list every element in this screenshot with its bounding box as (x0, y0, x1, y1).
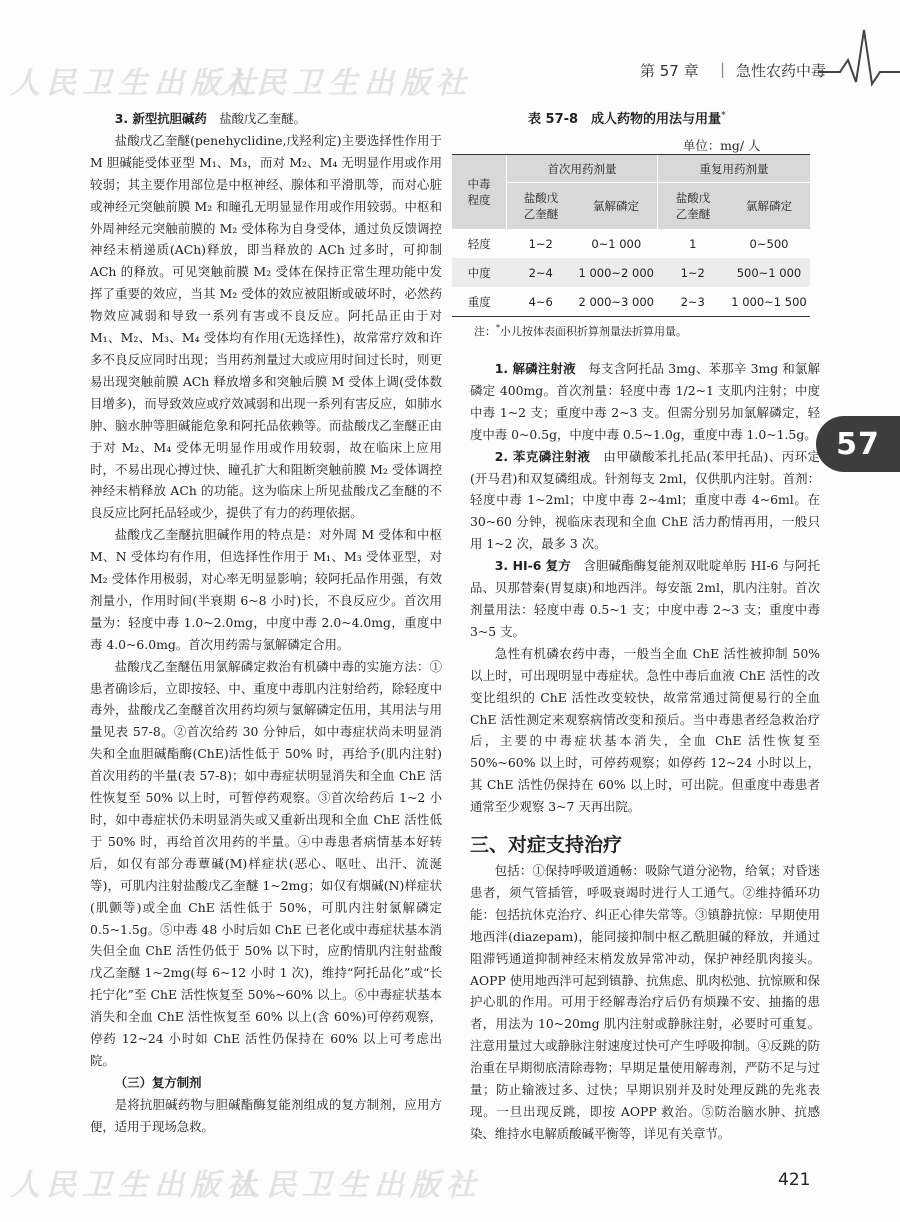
table-title: 表 57-8 成人药物的用法与用量* (528, 110, 726, 127)
subheading-number: 3. 新型抗胆碱药 (114, 111, 207, 126)
chapter-tab: 57 (816, 416, 900, 472)
table-unit: 单位：mg/ 人 (683, 138, 761, 153)
subheading-text: 盐酸戊乙奎醚。 (219, 111, 306, 126)
subheading-compound: （三）复方制剂 (114, 1074, 202, 1090)
table-row (452, 229, 810, 258)
watermark: 人民卫生出版社 (230, 1168, 482, 1203)
table-cell: 1 000~1 500 (728, 287, 810, 317)
chapter-label: 第 57 章 (640, 62, 699, 80)
paragraph: 急性有机磷农药中毒，一般当全血 ChE 活性被抑制 50% 以上时，可出现明显中毒症状。急性中毒后血液 ChE 活性的改变比组织的 ChE 活性改变较快，故常常通过简便易行的全血 ChE 活性测定来观察病情改变和预后。当中毒患者经急救治疗后，主要的中毒症状基本消失，全血 ChE 活性恢复至 50%~60% 以上时，可停药观察；如停药 12~24 小时以上，其 ChE 活性仍保持在 60% 以上时，可出院。但重度中毒患者通常至少观察 3~7 天再出院。 (470, 645, 820, 815)
heartbeat-line-icon (818, 20, 900, 90)
header-repeat-dose: 重复用药剂量 (658, 155, 811, 183)
right-column-lower (470, 860, 820, 1145)
item-title: 2. 苯克磷注射液 (494, 448, 591, 464)
table-cell: 中度 (452, 258, 507, 287)
table-cell: 2~4 (507, 258, 576, 287)
table-cell: 1 000~2 000 (575, 258, 658, 287)
section-heading: 三、对症支持治疗 (470, 834, 623, 856)
page-number: 421 (778, 1170, 811, 1190)
item-text: 由甲磺酸苯扎托品(苯甲托品)、丙环定(开马君)和双复磷组成。针剂每支 2ml，仅供肌内注射。首剂：轻度中毒 1~2ml；中度中毒 2~4ml；重度中毒 4~6ml。在 30~60 分钟，视临床表现和全血 ChE 活力酌情再用，一般只用 1~2 次，最多 3 次。 (470, 448, 820, 552)
item-text: 含胆碱酯酶复能剂双吡啶单肟 HI-6 与阿托品、贝那替秦(胃复康)和地西泮。每安瓿 2ml，肌内注射。首次剂量用法：轻度中毒 0.5~1 支；中度中毒 2~3 支；重度中毒 3~5 支。 (470, 558, 820, 639)
item-title: 3. HI-6 复方 (494, 558, 571, 574)
table-row (452, 287, 810, 317)
paragraph: 盐酸戊乙奎醚伍用氯解磷定救治有机磷中毒的实施方法：①患者确诊后，立即按轻、中、重度中毒肌内注射给药，除轻度中毒外，盐酸戊乙奎醚首次用药均须与氯解磷定伍用，其用法与用量见表 57-8。②首次给药 30 分钟后，如中毒症状尚未明显消失和全血胆碱酯酶(ChE)活性低于 50% 时，再给予(肌内注射)首次用药的半量(表 57-8)；如中毒症状明显消失和全血 ChE 活性恢复至 50% 以上时，可暂停药观察。③首次给药后 1~2 小时，如中毒症状仍未明显消失或又重新出现和全血 ChE 活性低于 50% 时，再给首次用药的半量。④中毒患者病情基本好转后，如仅有部分毒蕈碱(M)样症状(恶心、呕吐、出汗、流涎等)，可肌内注射盐酸戊乙奎醚 1~2mg；如仅有烟碱(N)样症状(肌颤等)或全血 ChE 活性低于 50%，可肌内注射氯解磷定 0.5~1.5g。⑤中毒 48 小时后如 ChE 已老化或中毒症状基本消失但全血 ChE 活性仍低于 50% 以下时，应酌情肌内注射盐酸戊乙奎醚 1~2mg(每 6~12 小时 1 次)，维持“阿托品化”或“长托宁化”至 ChE 活性恢复至 50%~60% 以上。⑥中毒症状基本消失和全血 ChE 活性恢复至 60% 以上(含 60%)可停药观察，停药 12~24 小时如 ChE 活性仍保持在 60% 以上可考虑出院。 (90, 658, 442, 1068)
header-col: 盐酸戊 乙奎醚 (507, 183, 576, 230)
item-title: 1. 解磷注射液 (494, 361, 576, 376)
header-col: 盐酸戊 乙奎醚 (658, 183, 729, 230)
table-cell: 重度 (452, 287, 507, 317)
table-cell: 轻度 (467, 236, 491, 251)
header-level: 中毒 程度 (452, 155, 507, 230)
right-column (470, 358, 820, 818)
left-column (90, 108, 442, 1138)
preparation-item (470, 358, 820, 446)
header-separator: | (720, 60, 726, 78)
watermark: 人民卫生出版社 (220, 66, 472, 101)
header-col: 氯解磷定 (575, 183, 658, 230)
paragraph: 是将抗胆碱药物与胆碱酯酶复能剂组成的复方制剂，应用方便，适用于现场急救。 (90, 1096, 442, 1134)
table-cell: 4~6 (507, 287, 576, 317)
table-row (452, 258, 810, 287)
header-col: 氯解磷定 (728, 183, 810, 230)
preparation-item (470, 446, 820, 556)
table-cell: 500~1 000 (728, 258, 810, 287)
subheading (90, 108, 442, 130)
dosage-table (452, 154, 810, 317)
preparation-item (470, 555, 820, 643)
table-note: 注：*小儿按体表面积折算剂量法折算用量。 (474, 323, 687, 338)
table-cell: 1~2 (658, 258, 729, 287)
paragraph: 盐酸戊乙奎醚(penehyclidine,戊羟利定)主要选择性作用于 M 胆碱能受体亚型 M₁、M₃，而对 M₂、M₄ 无明显作用或作用较弱；其主要作用部位是中枢神经、腺体和平滑肌等，而对心脏或神经元突触前膜 M₂ 和瞳孔无明显显作用或作用较弱。中枢和外周神经元突触前膜的 M₂ 受体称为自身受体，通过负反馈调控神经末梢递质(ACh)释放，即当释放的 ACh 过多时，可抑制 ACh 的释放。可见突触前膜 M₂ 受体在保持正常生理功能中发挥了重要的效应，当其 M₂ 受体的效应被阻断或破坏时，必然药物效应减弱和导致一系列有害或不良反应。阿托品正由于对 M₁、M₂、M₃、M₄ 受体均有作用(无选择性)，故常常疗效和许多不良反应同时出现；当用药剂量过大或应用时间过长时，则更易出现突触前膜 ACh 释放增多和突触后膜 M 受体上调(受体数目增多)，而导致效应或疗效减弱和出现一系列有害反应，如肺水肿、脑水肿等胆碱能危象和阿托品依赖等。而盐酸戊乙奎醚正由于对 M₂、M₄ 受体无明显作用或作用较弱，故在临床上应用时，不易出现心搏过快、瞳孔扩大和阻断突触前膜 M₂ 受体调控神经末梢释放 ACh 的功能。这为临床上所见盐酸戊乙奎醚的不良反应比阿托品轻或少，提供了有力的药理依据。 (90, 132, 442, 521)
section-label: 急性农药中毒 (736, 62, 827, 80)
item-text: 每支含阿托品 3mg、苯那辛 3mg 和氯解磷定 400mg。首次剂量：轻度中毒 1/2~1 支肌内注射；中度中毒 1~2 支；重度中毒 2~3 支。但需分别另加氯解磷定，轻度中毒 0~0.5g，中度中毒 0.5~1.0g，重度中毒 1.0~1.5g。 (470, 361, 820, 442)
paragraph: 盐酸戊乙奎醚抗胆碱作用的特点是：对外周 M 受体和中枢 M、N 受体均有作用，但选择性作用于 M₁、M₃ 受体亚型，对 M₂ 受体作用极弱，对心率无明显影响；较阿托品作用强，有效剂量小，作用时间(半衰期 6~8 小时)长，不良反应少。首次用量为：轻度中毒 1.0~2.0mg，中度中毒 2.0~4.0mg，重度中毒 4.0~6.0mg。首次用药需与氯解磷定合用。 (90, 527, 442, 652)
table-cell: 1 (689, 236, 697, 251)
table-cell: 2~3 (658, 287, 729, 317)
watermark: 人民卫生出版社 (10, 66, 262, 101)
watermark: 人民卫生出版社 (10, 1168, 262, 1203)
table-cell: 2 000~3 000 (575, 287, 658, 317)
paragraph: 包括：①保持呼吸道通畅：吸除气道分泌物，给氧；对昏迷患者，须气管插管，呼吸衰竭时进行人工通气。②维持循环功能：包括抗休克治疗、纠正心律失常等。③镇静抗惊：早期使用地西泮(diazepam)，能同接抑制中枢乙酰胆碱的释放，并通过阻滞钙通道抑制神经末梢发放异常冲动，保护神经肌肉接头。AOPP 使用地西泮可起到镇静、抗焦虑、肌肉松弛、抗惊厥和保护心肌的作用。可用于经解毒治疗后仍有烦躁不安、抽搐的患者，用法为 10~20mg 肌内注射或静脉注射，必要时可重复。注意用量过大或静脉注射速度过快可产生呼吸抑制。④反跳的防治重在早期彻底清除毒物；早期足量使用解毒剂，严防不足与过量；防止输液过多、过快；早期识别并及时处理反跳的先兆表现。一旦出现反跳，即按 AOPP 救治。⑤防治脑水肿、抗感染、维持水电解质酸碱平衡等，详见有关章节。 (470, 863, 820, 1141)
header-first-dose: 首次用药剂量 (507, 155, 658, 183)
table-cell: 0~500 (749, 236, 789, 251)
table-cell: 1~2 (528, 236, 553, 251)
table-cell: 0~1 000 (591, 236, 642, 251)
